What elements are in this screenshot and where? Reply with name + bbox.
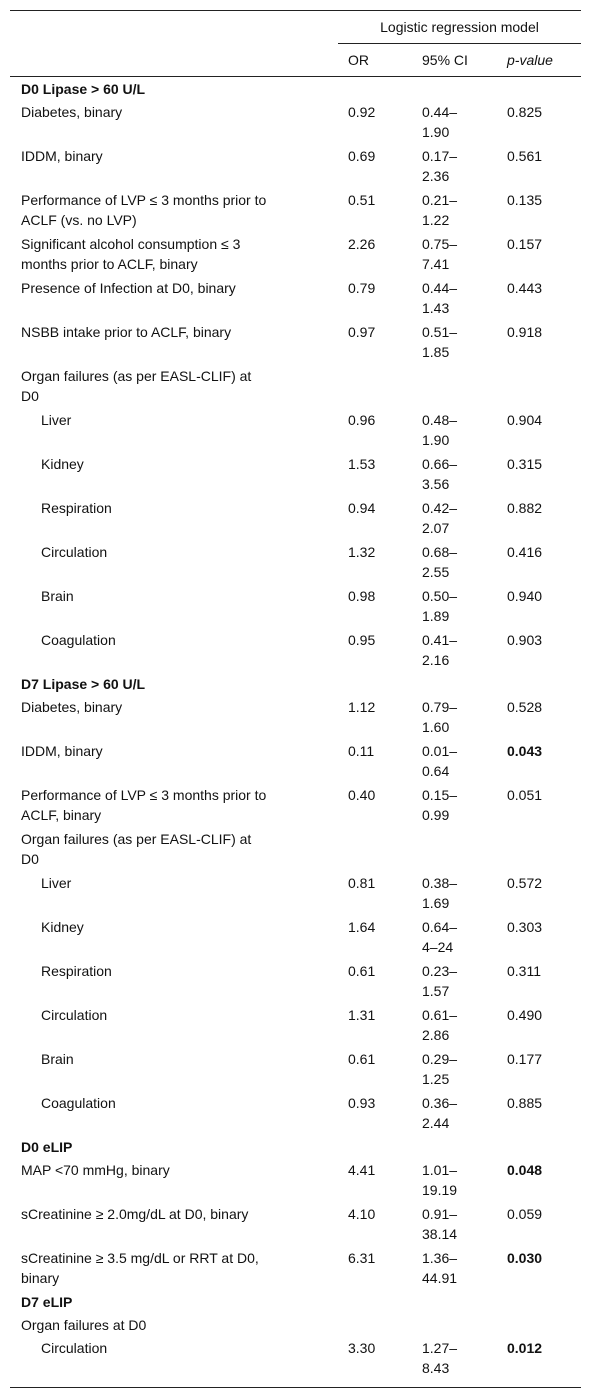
row-label: IDDM, binary [21, 743, 103, 759]
section-title: D7 Lipase > 60 U/L [21, 676, 146, 692]
row-label: Kidney [41, 456, 84, 472]
row-label: Brain [41, 588, 74, 604]
odds-ratio-cell: 0.95 [348, 632, 376, 648]
table-row [0, 1248, 592, 1288]
table-row [0, 322, 592, 362]
confidence-interval-cell: 0.75– 7.41 [422, 236, 458, 272]
odds-ratio-cell: 0.51 [348, 192, 376, 208]
odds-ratio-cell: 0.98 [348, 588, 376, 604]
confidence-interval-cell: 0.64– 4–24 [422, 919, 458, 955]
section-title: D7 eLIP [21, 1294, 73, 1310]
confidence-interval-cell: 0.51– 1.85 [422, 324, 458, 360]
row-label: Respiration [41, 500, 112, 516]
row-label: Coagulation [41, 632, 116, 648]
p-value-cell: 0.311 [507, 963, 541, 979]
p-value-cell: 0.904 [507, 412, 543, 428]
table-bottom-rule [10, 1387, 581, 1388]
row-label: Coagulation [41, 1095, 116, 1111]
p-value-cell: 0.940 [507, 588, 543, 604]
confidence-interval-cell: 0.21– 1.22 [422, 192, 458, 228]
row-label: sCreatinine ≥ 2.0mg/dL at D0, binary [21, 1206, 249, 1222]
section-header-row [0, 1292, 592, 1312]
row-label: Organ failures (as per EASL-CLIF) at D0 [21, 831, 252, 867]
table-row [0, 542, 592, 582]
confidence-interval-cell: 1.36– 44.91 [422, 1250, 458, 1286]
p-value-cell: 0.303 [507, 919, 543, 935]
table-row [0, 1338, 592, 1378]
confidence-interval-cell: 0.23– 1.57 [422, 963, 458, 999]
row-label: Circulation [41, 1340, 108, 1356]
confidence-interval-cell: 0.15– 0.99 [422, 787, 458, 823]
confidence-interval-cell: 1.27– 8.43 [422, 1340, 458, 1376]
table-row [0, 454, 592, 494]
table-row [0, 498, 592, 538]
column-header-p-value [507, 44, 553, 76]
confidence-interval-cell: 0.66– 3.56 [422, 456, 458, 492]
odds-ratio-cell: 1.32 [348, 544, 376, 560]
row-label: MAP <70 mmHg, binary [21, 1162, 170, 1178]
odds-ratio-cell: 1.12 [348, 699, 376, 715]
p-value-cell: 0.443 [507, 280, 543, 296]
p-value-cell: 0.051 [507, 787, 543, 803]
row-label: IDDM, binary [21, 148, 103, 164]
table-row [0, 146, 592, 186]
row-label: Diabetes, binary [21, 699, 123, 715]
odds-ratio-cell: 0.97 [348, 324, 376, 340]
header-rule [10, 76, 581, 77]
row-label: Circulation [41, 544, 108, 560]
row-label: Significant alcohol consumption ≤ 3 months prior to ACLF, binary [21, 236, 241, 272]
odds-ratio-cell: 0.81 [348, 875, 376, 891]
p-value-cell: 0.177 [507, 1051, 543, 1067]
odds-ratio-cell: 4.41 [348, 1162, 376, 1178]
odds-ratio-cell: 6.31 [348, 1250, 376, 1266]
odds-ratio-cell: 3.30 [348, 1340, 376, 1356]
p-value-cell: 0.043 [507, 743, 543, 759]
table-row [0, 234, 592, 274]
section-header-row [0, 1137, 592, 1157]
odds-ratio-cell: 0.61 [348, 963, 376, 979]
odds-ratio-cell: 0.96 [348, 412, 376, 428]
row-label: Brain [41, 1051, 74, 1067]
confidence-interval-cell: 0.44– 1.90 [422, 104, 458, 140]
odds-ratio-cell: 0.69 [348, 148, 376, 164]
table-row [0, 586, 592, 626]
confidence-interval-cell: 1.01– 19.19 [422, 1162, 458, 1198]
row-label: Presence of Infection at D0, binary [21, 280, 236, 296]
section-title: D0 Lipase > 60 U/L [21, 81, 146, 97]
row-label: Organ failures (as per EASL-CLIF) at D0 [21, 368, 252, 404]
odds-ratio-cell: 0.40 [348, 787, 376, 803]
row-label: Diabetes, binary [21, 104, 123, 120]
confidence-interval-cell: 0.38– 1.69 [422, 875, 458, 911]
p-value-cell: 0.918 [507, 324, 543, 340]
table-row [0, 1005, 592, 1045]
p-value-cell: 0.490 [507, 1007, 543, 1023]
row-label: Respiration [41, 963, 112, 979]
odds-ratio-cell: 1.31 [348, 1007, 376, 1023]
confidence-interval-cell: 0.41– 2.16 [422, 632, 458, 668]
table-row [0, 697, 592, 737]
p-value-cell: 0.012 [507, 1340, 543, 1356]
table-row [0, 785, 592, 825]
p-value-cell: 0.416 [507, 544, 543, 560]
section-title: D0 eLIP [21, 1139, 73, 1155]
odds-ratio-cell: 1.53 [348, 456, 376, 472]
p-value-cell: 0.903 [507, 632, 543, 648]
table-row [0, 829, 592, 869]
odds-ratio-cell: 4.10 [348, 1206, 376, 1222]
group-header: Logistic regression model [380, 19, 539, 35]
odds-ratio-cell: 0.79 [348, 280, 376, 296]
row-label: Performance of LVP ≤ 3 months prior to ACLF (vs. no LVP) [21, 192, 267, 228]
confidence-interval-cell: 0.79– 1.60 [422, 699, 458, 735]
p-value-cell: 0.135 [507, 192, 543, 208]
table-row [0, 1049, 592, 1089]
odds-ratio-cell: 2.26 [348, 236, 376, 252]
confidence-interval-cell: 0.68– 2.55 [422, 544, 458, 580]
p-value-cell: 0.048 [507, 1162, 543, 1178]
table-row [0, 1204, 592, 1244]
table-row [0, 630, 592, 670]
p-value-cell: 0.572 [507, 875, 543, 891]
odds-ratio-cell: 0.94 [348, 500, 376, 516]
confidence-interval-cell: 0.44– 1.43 [422, 280, 458, 316]
section-header-row [0, 79, 592, 99]
row-label: NSBB intake prior to ACLF, binary [21, 324, 232, 340]
p-value-cell: 0.528 [507, 699, 543, 715]
column-header-ci: 95% CI [422, 52, 468, 68]
confidence-interval-cell: 0.61– 2.86 [422, 1007, 458, 1043]
table-row [0, 961, 592, 1001]
p-value-cell: 0.157 [507, 236, 543, 252]
row-label: Organ failures at D0 [21, 1317, 147, 1333]
confidence-interval-cell: 0.17– 2.36 [422, 148, 458, 184]
table-row [0, 410, 592, 450]
confidence-interval-cell: 0.01– 0.64 [422, 743, 458, 779]
row-label: Liver [41, 875, 72, 891]
table-row [0, 102, 592, 142]
p-value-cell: 0.030 [507, 1250, 543, 1266]
odds-ratio-cell: 0.11 [348, 743, 375, 759]
p-value-cell: 0.885 [507, 1095, 543, 1111]
row-label: Performance of LVP ≤ 3 months prior to ACLF, binary [21, 787, 267, 823]
column-header-or: OR [348, 52, 369, 68]
confidence-interval-cell: 0.48– 1.90 [422, 412, 458, 448]
table-row [0, 917, 592, 957]
row-label: Kidney [41, 919, 84, 935]
row-label: sCreatinine ≥ 3.5 mg/dL or RRT at D0, binary [21, 1250, 259, 1286]
table-row [0, 873, 592, 913]
section-header-row [0, 674, 592, 694]
odds-ratio-cell: 0.61 [348, 1051, 376, 1067]
confidence-interval-cell: 0.50– 1.89 [422, 588, 458, 624]
p-value-cell: 0.315 [507, 456, 543, 472]
confidence-interval-cell: 0.36– 2.44 [422, 1095, 458, 1131]
table-row [0, 1160, 592, 1200]
column-header-p-value-text: p-value [507, 52, 553, 68]
confidence-interval-cell: 0.42– 2.07 [422, 500, 458, 536]
row-label: Liver [41, 412, 72, 428]
table-row [0, 278, 592, 318]
table-row [0, 190, 592, 230]
table-row [0, 1315, 592, 1335]
confidence-interval-cell: 0.91– 38.14 [422, 1206, 458, 1242]
p-value-cell: 0.882 [507, 500, 543, 516]
confidence-interval-cell: 0.29– 1.25 [422, 1051, 458, 1087]
odds-ratio-cell: 1.64 [348, 919, 376, 935]
table-row [0, 366, 592, 406]
odds-ratio-cell: 0.93 [348, 1095, 376, 1111]
row-label: Circulation [41, 1007, 108, 1023]
p-value-cell: 0.825 [507, 104, 543, 120]
table-row [0, 1093, 592, 1133]
table-row [0, 741, 592, 781]
p-value-cell: 0.059 [507, 1206, 543, 1222]
odds-ratio-cell: 0.92 [348, 104, 376, 120]
p-value-cell: 0.561 [507, 148, 543, 164]
